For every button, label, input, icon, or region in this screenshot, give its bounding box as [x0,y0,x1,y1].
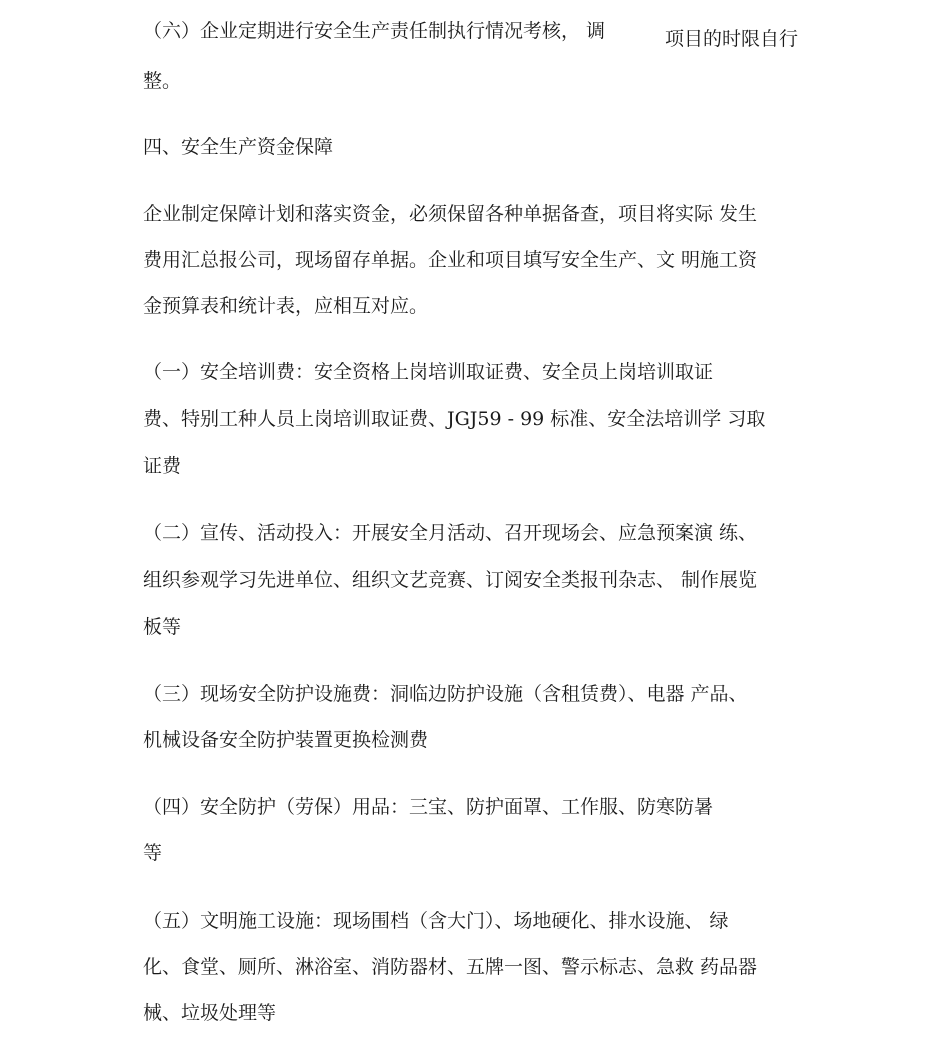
item-2-line-3: 板等 [143,616,182,638]
section-4-heading: 四、安全生产资金保障 [143,136,334,158]
intro-line-1: 企业制定保障计划和落实资金，必须保留各种单据备查，项目将实际 发生 [143,203,758,225]
intro-line-3: 金预算表和统计表，应相互对应。 [143,295,429,317]
item-1-line-1: （一）安全培训费：安全资格上岗培训取证费、安全员上岗培训取证 [143,361,714,383]
item-2-line-2: 组织参观学习先进单位、组织文艺竞赛、订阅安全类报刊杂志、 制作展览 [143,569,758,591]
item-2-line-1: （二）宣传、活动投入：开展安全月活动、召开现场会、应急预案演 练、 [143,522,758,544]
item-1-line-2: 费、特别工种人员上岗培训取证费、JGJ59 - 99 标准、安全法培训学 习取 [143,408,766,430]
paragraph-6-line-2: 整。 [143,70,182,92]
paragraph-6-tail: 项目的时限自行 [664,28,798,50]
intro-line-2: 费用汇总报公司，现场留存单据。企业和项目填写安全生产、文 明施工资 [143,249,758,271]
item-3-line-1: （三）现场安全防护设施费：洞临边防护设施（含租赁费）、电器 产品、 [143,683,748,705]
item-4-line-2: 等 [143,842,163,864]
item-3-line-2: 机械设备安全防护装置更换检测费 [143,729,429,751]
item-5-line-1: （五）文明施工设施：现场围档（含大门）、场地硬化、排水设施、 绿 [143,910,729,932]
item-5-line-3: 械、垃圾处理等 [143,1002,277,1024]
item-4-line-1: （四）安全防护（劳保）用品：三宝、防护面罩、工作服、防寒防暑 [143,796,714,818]
item-1-line-3: 证费 [143,455,182,477]
paragraph-6-line-1: （六）企业定期进行安全生产责任制执行情况考核， 调 [143,20,606,42]
item-5-line-2: 化、食堂、厕所、淋浴室、消防器材、五牌一图、警示标志、急救 药品器 [143,956,758,978]
